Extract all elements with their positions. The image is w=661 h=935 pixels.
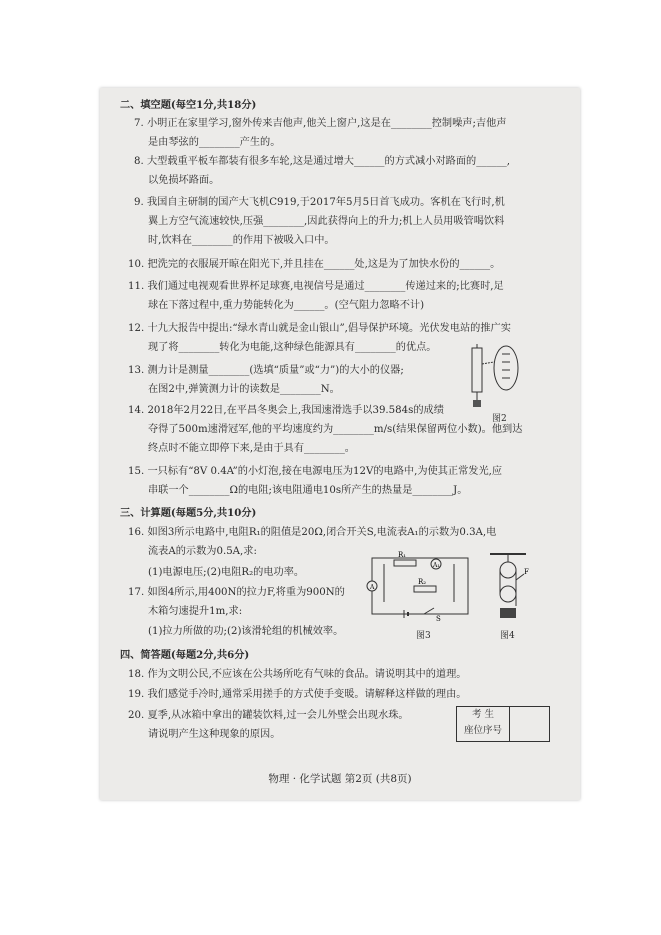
exam-page: [100, 88, 580, 800]
q12-line2: 现了将________转化为电能,这种绿色能源具有________的优点。: [148, 342, 437, 353]
figure4-pulley: [486, 550, 536, 624]
q7-line2: 是由琴弦的________产生的。: [148, 137, 281, 148]
figure3-caption: 图3: [416, 631, 431, 641]
q8-line1: 8. 大型载重平板车都装有很多车轮,这是通过增大______的方式减小对路面的______,: [134, 156, 510, 167]
figure2-spring-scale: [462, 344, 522, 410]
a1-label: A₁: [433, 562, 440, 569]
q20-line2: 请说明产生这种现象的原因。: [148, 729, 281, 740]
s-label: S: [436, 615, 441, 622]
q8-line2: 以免损坏路面。: [148, 175, 220, 186]
q16-line3: (1)电源电压;(2)电阻R₂的电功率。: [148, 567, 305, 578]
q16-line2: 流表A的示数为0.5A,求:: [148, 546, 257, 557]
figure2-caption: 图2: [492, 414, 507, 424]
q18-line1: 18. 作为文明公民,不应该在公共场所吃有气味的食品。请说明其中的道理。: [128, 669, 467, 680]
q19-line1: 19. 我们感觉手冷时,通常采用搓手的方式使手变暖。请解释这样做的理由。: [128, 689, 467, 700]
q11-line2: 球在下落过程中,重力势能转化为______。(空气阻力忽略不计): [148, 300, 425, 311]
q9-line2: 翼上方空气流速较快,压强________,因此获得向上的升力;机上人员用吸管喝饮料: [148, 216, 505, 227]
q14-line3: 终点时不能立即停下来,是由于具有________。: [148, 443, 355, 454]
q15-line2: 串联一个________Ω的电阻;该电阻通电10s所产生的热量是________J。: [148, 485, 468, 496]
section-calc-title: 三、计算题(每题5分,共10分): [120, 507, 257, 519]
q14-line1: 14. 2018年2月22日,在平昌冬奥会上,我国速滑选手以39.584s的成绩: [128, 405, 444, 416]
a-label: A: [370, 584, 375, 591]
q11-line1: 11. 我们通过电视观看世界杯足球赛,电视信号是通过________传递过来的;比赛时,足: [128, 281, 504, 292]
q17-line2: 木箱匀速提升1m,求:: [148, 606, 243, 617]
q17-line1: 17. 如图4所示,用400N的拉力F,将重为900N的: [128, 587, 345, 598]
section-fill-blank-title: 二、填空题(每空1分,共18分): [120, 99, 257, 111]
r2-label: R₂: [418, 578, 427, 586]
figure3-circuit: [364, 548, 476, 622]
q14-line2: 夺得了500m速滑冠军,他的平均速度约为________m/s(结果保留两位小数)。他到达: [148, 424, 523, 435]
q20-line1: 20. 夏季,从冰箱中拿出的罐装饮料,过一会儿外壁会出现水珠。: [128, 710, 409, 721]
q13-line2: 在图2中,弹簧测力计的读数是________N。: [148, 384, 340, 395]
seat-number-box: [456, 706, 550, 742]
q16-line1: 16. 如图3所示电路中,电阻R₁的阻值是20Ω,闭合开关S,电流表A₁的示数为0.3A,电: [128, 527, 497, 538]
q9-line3: 时,饮料在________的作用下被吸入口中。: [148, 235, 335, 246]
q10-line1: 10. 把洗完的衣服展开晾在阳光下,并且挂在______处,这是为了加快水份的______。: [128, 259, 501, 270]
figure4-caption: 图4: [500, 631, 515, 641]
q13-line1: 13. 测力计是测量________(选填“质量”或“力”)的大小的仪器;: [128, 365, 404, 376]
q12-line1: 12. 十九大报告中提出:“绿水青山就是金山银山”,倡导保护环境。光伏发电站的推广实: [128, 323, 511, 334]
section-short-answer-title: 四、简答题(每题2分,共6分): [120, 649, 250, 661]
f-label: F: [524, 568, 529, 576]
seat-number-label: 考 生 座位序号: [457, 707, 510, 741]
page-footer: 物理 · 化学试题 第2页 (共8页): [268, 773, 412, 785]
q15-line1: 15. 一只标有“8V 0.4A”的小灯泡,接在电源电压为12V的电路中,为使其正常发光,应: [128, 466, 503, 477]
q9-line1: 9. 我国自主研制的国产大飞机C919,于2017年5月5日首飞成功。客机在飞行时,机: [134, 197, 505, 208]
r1-label: R₁: [398, 551, 407, 559]
q17-line3: (1)拉力所做的功;(2)该滑轮组的机械效率。: [148, 626, 344, 637]
q7-line1: 7. 小明正在家里学习,窗外传来吉他声,他关上窗户,这是在________控制噪声;吉他声: [134, 118, 507, 129]
